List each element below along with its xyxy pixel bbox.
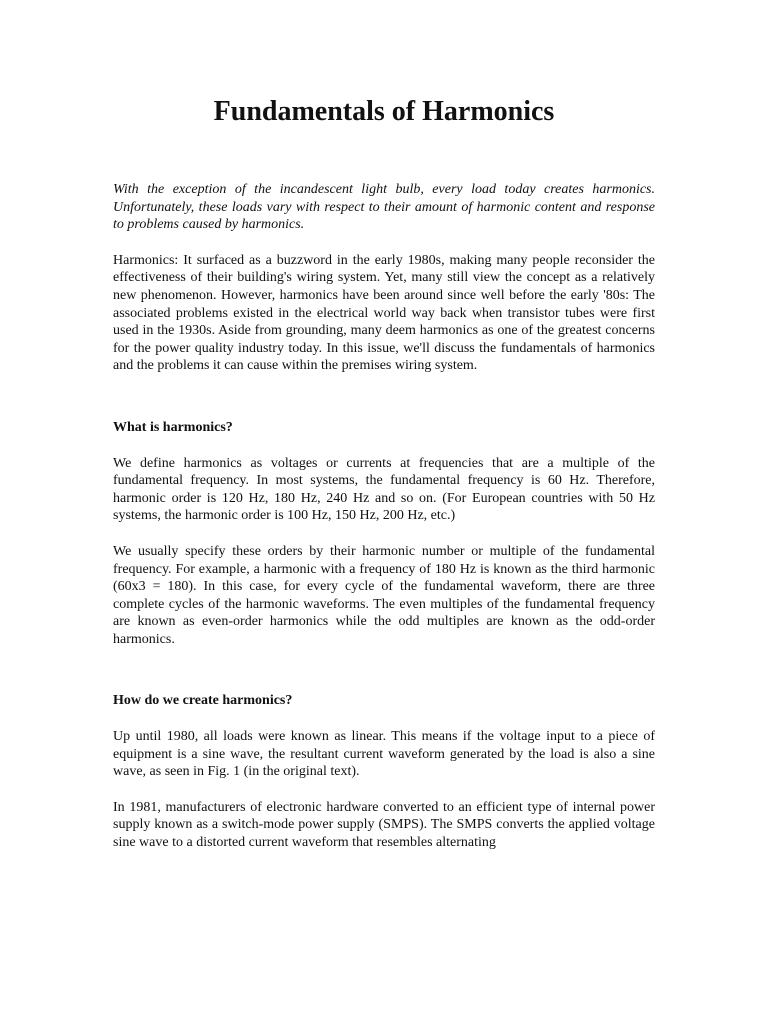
document-title: Fundamentals of Harmonics (213, 96, 555, 127)
paragraph-linear-loads: Up until 1980, all loads were known as linear. This means if the voltage input to a piece of equipment is a sine wave, the resultant current waveform generated by the load is also a sine wave, as seen in Fig. 1 (in the original text). (113, 729, 655, 780)
spacer (113, 437, 655, 455)
paragraph-smps: In 1981, manufacturers of electronic hardware converted to an efficient type of internal power supply known as a switch-mode power supply (SMPS). The SMPS converts the applied voltage sine wave to a distorted current waveform that resembles alternating (113, 799, 655, 851)
spacer (113, 375, 655, 419)
spacer (113, 710, 655, 728)
spacer (113, 234, 655, 252)
intro-paragraph: With the exception of the incandescent light bulb, every load today creates harmonics. Unfortunately, these loads vary with respect to their amount of harmonic content and response to problems caused by harmonics. (113, 182, 655, 233)
paragraph-harmonics-definition: We define harmonics as voltages or currents at frequencies that are a multiple of the fundamental frequency. In most systems, the fundamental frequency is 60 Hz. Therefore, harmonic order is 120 Hz, 180 Hz, 240 Hz and so on. (For European countries with 50 Hz systems, the harmonic order is 100 Hz, 150 Hz, 200 Hz, etc.) (113, 455, 655, 524)
paragraph-harmonics-overview: Harmonics: It surfaced as a buzzword in the early 1980s, making many people reconsider the effectiveness of their building's wiring system. Yet, many still view the concept as a relatively new phenomenon. However, harmonics have been around since well before the early '80s: The associated problems existed in the electrical world way back when transistor tubes were first used in the 1930s. Aside from grounding, many deem harmonics as one of the greatest concerns for the power quality industry today. In this issue, we'll discuss the fundamentals of harmonics and the problems it can cause within the premises wiring system. (113, 252, 655, 374)
spacer (113, 525, 655, 543)
paragraph-harmonic-orders: We usually specify these orders by their harmonic number or multiple of the fundamental frequency. For example, a harmonic with a frequency of 180 Hz is known as the third harmonic (60x3 = 180). In this case, for every cycle of the fundamental waveform, there are three complete cycles of the harmonic waveforms. The even multiples of the fundamental frequency are known as even-order harmonics while the odd multiples are known as the odd-order harmonics. (113, 543, 655, 647)
spacer (113, 648, 655, 692)
spacer (113, 781, 655, 799)
section-heading-create-harmonics: How do we create harmonics? (113, 693, 293, 709)
section-heading-what-is-harmonics: What is harmonics? (113, 419, 233, 435)
document-body (113, 181, 655, 852)
